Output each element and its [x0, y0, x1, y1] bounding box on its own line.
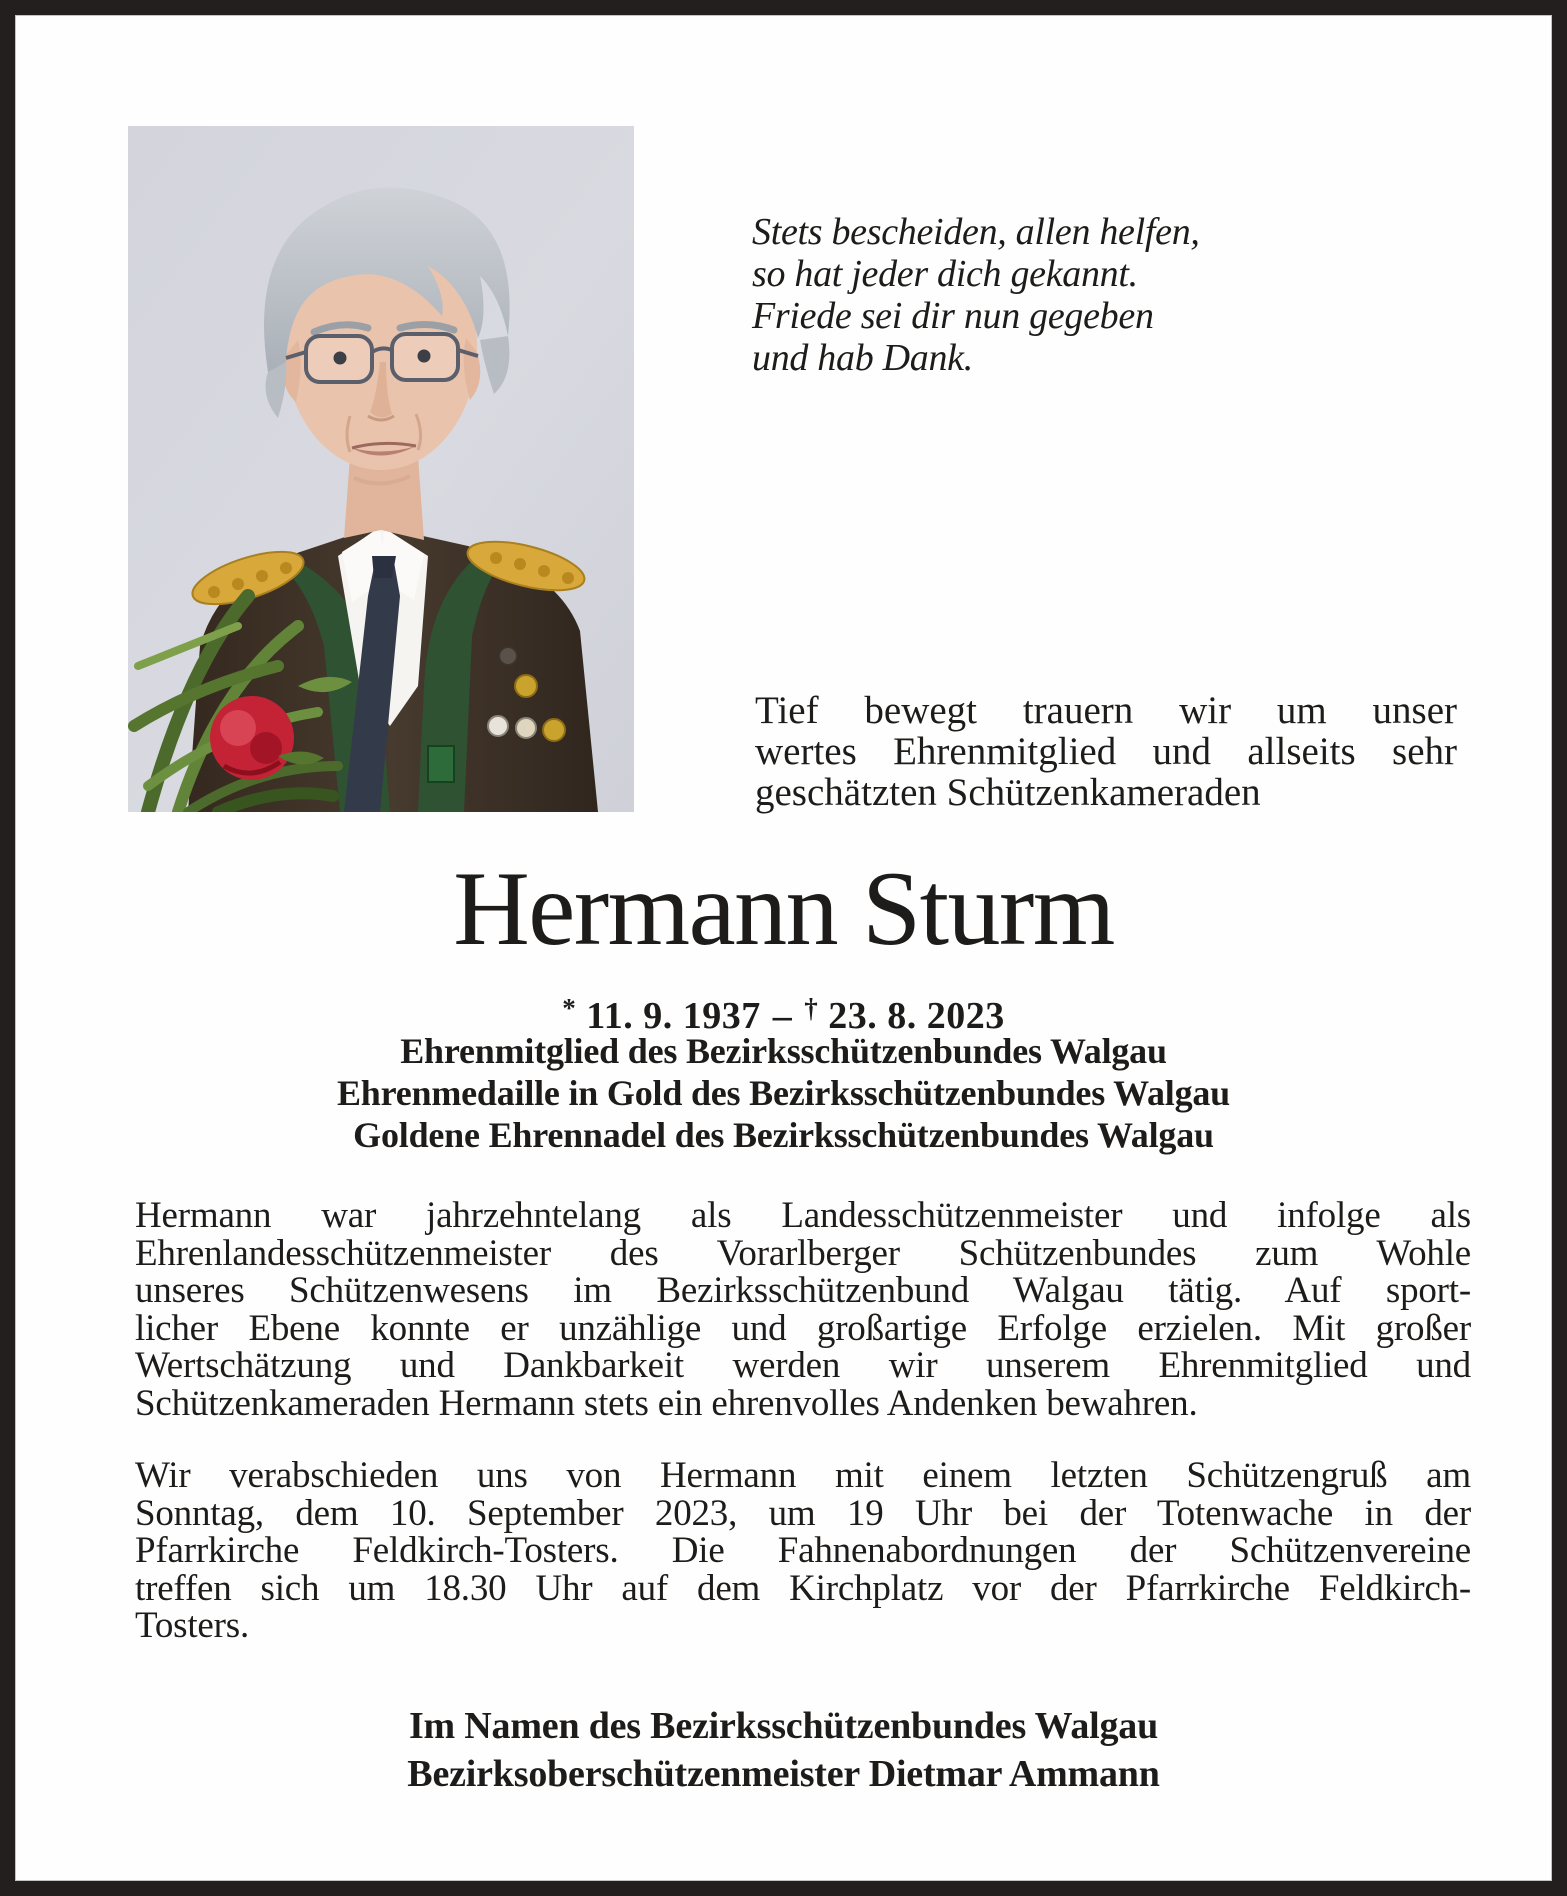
body-line: unseres Schützenwesens im Bezirksschützenbund Walgau tätig. Auf sport- [135, 1270, 1471, 1312]
signature-line: Im Namen des Bezirksschützenbundes Walgau [408, 1705, 1159, 1747]
signature-block [15, 1702, 1552, 1798]
dates-separator: – [772, 995, 793, 1037]
verse-line: Stets bescheiden, allen helfen, [752, 211, 1200, 253]
verse-line: so hat jeder dich gekannt. [752, 253, 1138, 295]
body-line: Wertschätzung und Dankbarkeit werden wir unserem Ehrenmitglied und [135, 1345, 1471, 1387]
body-line: Pfarrkirche Feldkirch-Tosters. Die Fahnenabordnungen der Schützenvereine [135, 1530, 1471, 1572]
honors-list [15, 1030, 1552, 1156]
intro-line: geschätzten Schützenkameraden [755, 771, 1261, 814]
portrait-illustration [128, 126, 634, 812]
body-line: Hermann war jahrzehntelang als Landesschützenmeister und infolge als [135, 1195, 1471, 1236]
death-date: 23. 8. 2023 [828, 995, 1005, 1037]
body-line: Tosters. [135, 1605, 249, 1647]
body-line: treffen sich um 18.30 Uhr auf dem Kirchplatz vor der Pfarrkirche Feldkirch- [135, 1567, 1471, 1609]
body-line: Wir verabschieden uns von Hermann mit einem letzten Schützengruß am [135, 1455, 1471, 1496]
signature-line: Bezirksoberschützenmeister Dietmar Ammann [407, 1753, 1160, 1795]
obituary-paragraph-1 [135, 1197, 1471, 1423]
obituary-paragraph-2 [135, 1457, 1471, 1645]
deceased-name: Hermann Sturm [453, 850, 1114, 967]
intro-line: wertes Ehrenmitglied und allseits sehr [755, 730, 1457, 773]
verse-line: Friede sei dir nun gegeben [752, 295, 1154, 337]
verse-line: und hab Dank. [752, 337, 973, 379]
birth-star-symbol: * [562, 993, 577, 1023]
body-line: Ehrenlandesschützenmeister des Vorarlberger Schützenbundes zum Wohle [135, 1232, 1471, 1274]
honor-line: Goldene Ehrennadel des Bezirksschützenbundes Walgau [353, 1115, 1214, 1155]
honor-line: Ehrenmitglied des Bezirksschützenbundes Walgau [400, 1031, 1167, 1071]
intro-paragraph [755, 690, 1457, 813]
portrait-photo [128, 126, 634, 812]
birth-date: 11. 9. 1937 [586, 995, 761, 1037]
intro-line: Tief bewegt trauern wir um unser [755, 689, 1457, 732]
honor-line: Ehrenmedaille in Gold des Bezirksschützenbundes Walgau [336, 1073, 1231, 1113]
death-dagger-symbol: † [804, 993, 819, 1023]
body-line: Schützenkameraden Hermann stets ein ehrenvolles Andenken bewahren. [135, 1382, 1198, 1424]
body-line: Sonntag, dem 10. September 2023, um 19 Uhr bei der Totenwache in der [135, 1492, 1471, 1534]
memorial-verse [752, 211, 1200, 379]
body-line: licher Ebene konnte er unzählige und großartige Erfolge erzielen. Mit großer [135, 1307, 1471, 1349]
